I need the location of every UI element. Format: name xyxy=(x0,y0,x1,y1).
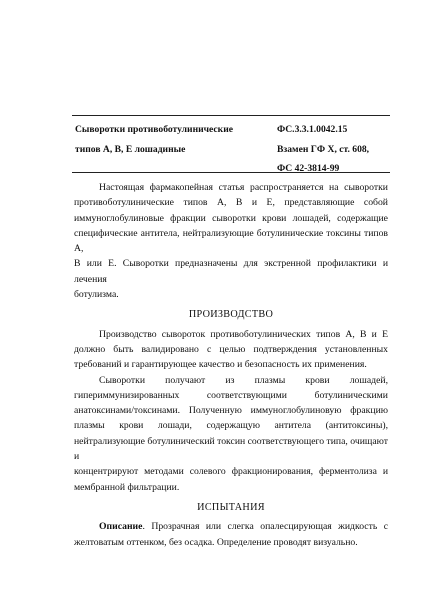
text-line: желтоватым оттенком, без осадка. Определение проводят визуально. xyxy=(74,536,358,548)
production-paragraph-1 xyxy=(74,327,388,373)
text-line: специфические антитела, нейтрализующие ботулинические токсины типов А, xyxy=(74,227,388,255)
production-paragraph-2 xyxy=(74,373,388,495)
text-line: анатоксинами/токсинами. Полученную иммуноглобулиновую фракцию xyxy=(74,405,388,417)
description-label: Описание xyxy=(99,521,143,533)
text-line: ботулизма. xyxy=(74,289,119,301)
code-line: ФС.3.3.1.0042.15 xyxy=(277,124,348,135)
text-line: плазмы крови лошади, содержащую антитела (антитоксины), xyxy=(74,420,388,432)
monograph-code xyxy=(277,120,369,179)
section-heading-tests: ИСПЫТАНИЯ xyxy=(197,501,265,513)
text-line: требований и гарантирующее качество и безопасность их применения. xyxy=(74,359,367,371)
text-line: В или Е. Сыворотки предназначены для экстренной профилактики и лечения xyxy=(74,258,388,285)
description-text: . Прозрачная или слегка опалесцирующая жидкость с xyxy=(142,521,388,533)
document-body xyxy=(74,180,388,550)
header-top-rule xyxy=(72,115,390,116)
text-line: концентрируют методами солевого фракционирования, ферментолиза и xyxy=(74,466,388,478)
text-line: гипериммунизированных соответствующими ботулиническими xyxy=(74,389,388,401)
text-line: Настоящая фармакопейная статья распространяется на сыворотки xyxy=(99,182,388,193)
text-line: противоботулинические типов А, В и Е, представляющие собой xyxy=(74,197,388,209)
text-line: Производство сывороток противоботулинических типов А, В и Е xyxy=(99,328,388,340)
intro-paragraph xyxy=(74,180,388,302)
description-paragraph xyxy=(74,519,388,550)
section-heading-production: ПРОИЗВОДСТВО xyxy=(188,309,274,321)
text-line: должно быть валидировано с целью подтверждения установленных xyxy=(74,343,388,355)
text-line: Сыворотки получают из плазмы крови лошадей, xyxy=(99,374,388,386)
text-line: нейтрализующие ботулинический токсин соответствующего типа, очищают и xyxy=(74,435,388,463)
code-line: ФС 42-3814-99 xyxy=(277,163,340,174)
text-line: мембранной фильтрации. xyxy=(74,481,180,493)
header-bottom-rule xyxy=(72,172,390,173)
text-line: иммуноглобулиновые фракции сыворотки крови лошадей, содержащие xyxy=(74,212,388,224)
text-line xyxy=(74,519,388,534)
monograph-title xyxy=(75,120,233,159)
title-line: типов А, В, Е лошадиные xyxy=(75,143,186,155)
title-line: Сыворотки противоботулинические xyxy=(75,124,233,135)
code-line: Взамен ГФ Х, ст. 608, xyxy=(277,143,370,155)
